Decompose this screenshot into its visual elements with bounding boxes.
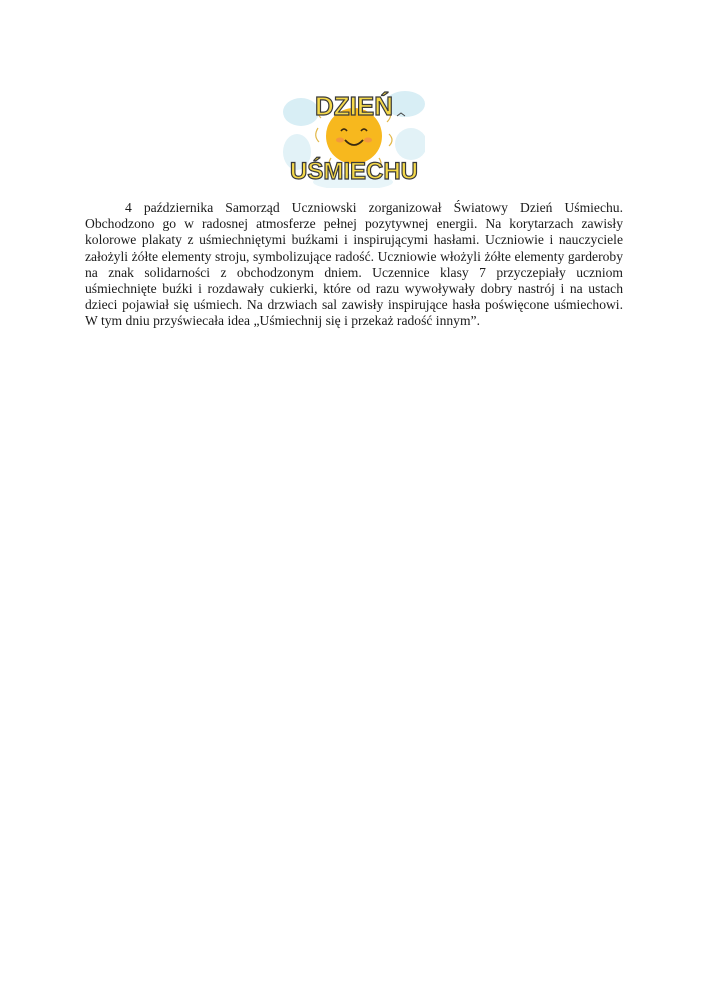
- logo-line-1: DZIEŃ: [315, 91, 393, 121]
- dzien-usmiechu-logo: [283, 82, 425, 188]
- smiling-sun-icon: [283, 82, 425, 188]
- logo-line-2: UŚMIECHU: [289, 158, 419, 185]
- article-paragraph: 4 października Samorząd Uczniowski zorganizował Światowy Dzień Uśmiechu. Obchodzono go w radosnej atmosferze pełnej pozytywnej energii. Na korytarzach zawisły kolorowe plakaty z uśmiechniętymi buźkami i inspirującymi hasłami. Uczniowie i nauczyciele założyli żółte elementy stroju, symbolizujące radość. Uczniowie włożyli żółte elementy garderoby na znak solidarności z obchodzonym dniem. Uczennice klasy 7 przyczepiały uczniom uśmiechnięte buźki i rozdawały cukierki, które od razu wywoływały dobry nastrój i na ustach dzieci pojawiał się uśmiech. Na drzwiach sal zawisły inspirujące hasła poświęcone uśmiechowi. W tym dniu przyświecała idea „Uśmiechnij się i przekaż radość innym”.: [85, 200, 623, 329]
